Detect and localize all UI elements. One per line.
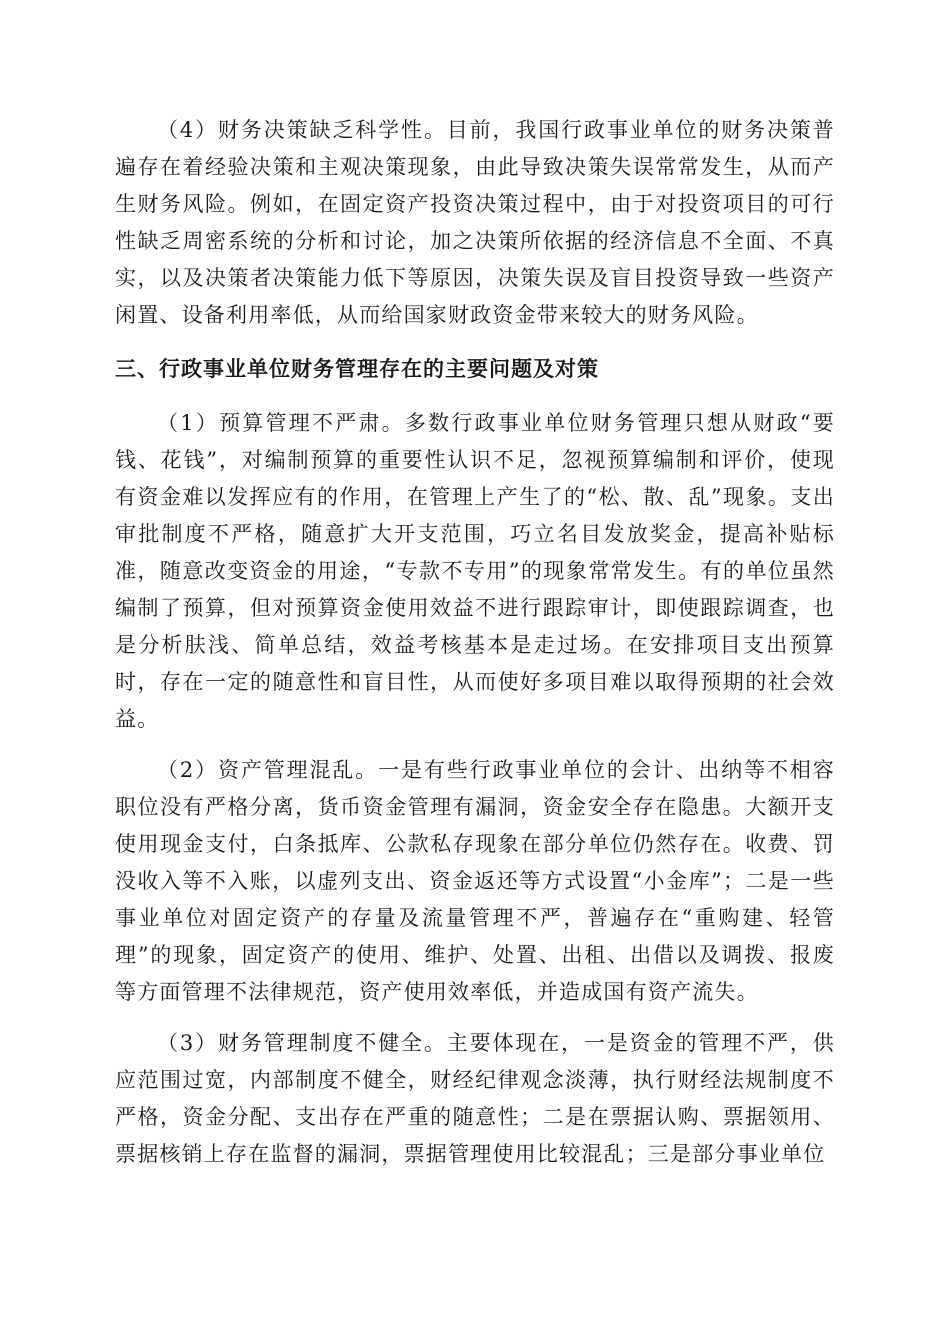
paragraph-spacer bbox=[115, 1011, 835, 1025]
document-page bbox=[115, 112, 835, 1173]
paragraph-financial-decision: （4）财务决策缺乏科学性。目前，我国行政事业单位的财务决策普遍存在着经验决策和主观决策现象，由此导致决策失误常常发生，从而产生财务风险。例如，在固定资产投资决策过程中，由于对投资项目的可行性缺乏周密系统的分析和讨论，加之决策所依据的经济信息不全面、不真实，以及决策者决策能力低下等原因，决策失误及盲目投资导致一些资产闲置、设备利用率低，从而给国家财政资金带来较大的财务风险。 bbox=[115, 118, 835, 327]
paragraph-spacer bbox=[115, 738, 835, 752]
section-heading: 三、行政事业单位财务管理存在的主要问题及对策 bbox=[115, 357, 599, 381]
paragraph-asset-management: （2）资产管理混乱。一是有些行政事业单位的会计、出纳等不相容职位没有严格分离，货币资金管理有漏洞，资金安全存在隐患。大额开支使用现金支付，白条抵库、公款私存现象在部分单位仍然存在。收费、罚没收入等不入账，以虚列支出、资金返还等方式设置“小金库”；二是一些事业单位对固定资产的存量及流量管理不严，普遍存在“重购建、轻管理”的现象，固定资产的使用、维护、处置、出租、出借以及调拨、报废等方面管理不法律规范，资产使用效率低，并造成国有资产流失。 bbox=[115, 758, 835, 1004]
paragraph-financial-system: （3）财务管理制度不健全。主要体现在，一是资金的管理不严，供应范围过宽，内部制度不健全，财经纪律观念淡薄，执行财经法规制度不严格，资金分配、支出存在严重的随意性；二是在票据认购、票据领用、票据核销上存在监督的漏洞，票据管理使用比较混乱；三是部分事业单位 bbox=[115, 1031, 835, 1166]
paragraph-budget-management: （1）预算管理不严肃。多数行政事业单位财务管理只想从财政“要钱、花钱”，对编制预算的重要性认识不足，忽视预算编制和评价，使现有资金难以发挥应有的作用，在管理上产生了的“松、散、乱”现象。支出审批制度不严格，随意扩大开支范围，巧立名目发放奖金，提高补贴标准，随意改变资金的用途，“专款不专用”的现象常常发生。有的单位虽然编制了预算，但对预算资金使用效益不进行跟踪审计，即使跟踪调查，也是分析肤浅、简单总结，效益考核基本是走过场。在安排项目支出预算时，存在一定的随意性和盲目性，从而使好多项目难以取得预期的社会效益。 bbox=[115, 411, 835, 731]
